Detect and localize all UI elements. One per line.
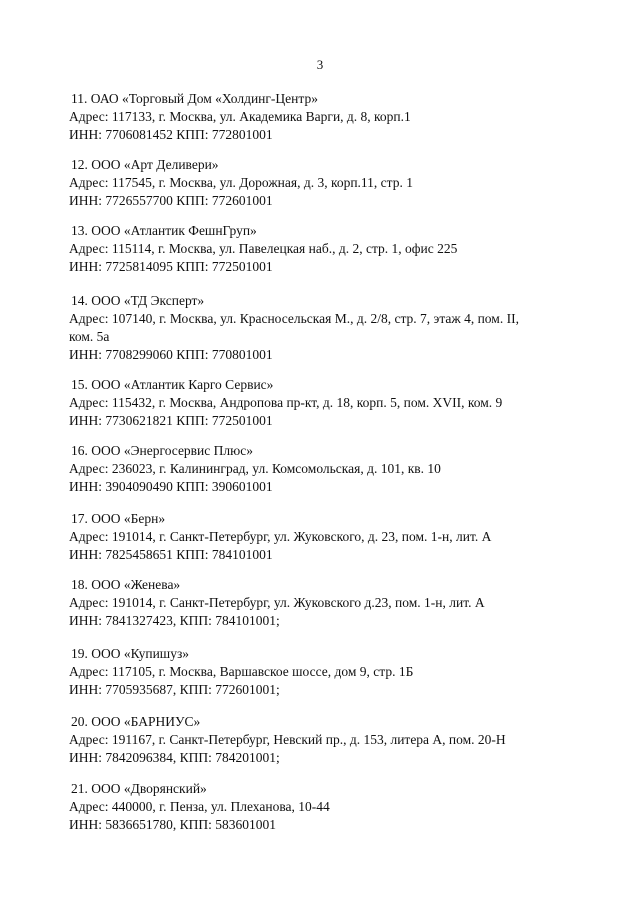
- company-heading: 19. ООО «Купишуз»: [71, 646, 190, 661]
- company-entry-13: [69, 222, 589, 276]
- company-entry-15: [69, 376, 589, 430]
- company-tax-ids: ИНН: 7841327423, КПП: 784101001;: [69, 613, 280, 628]
- company-tax-ids: ИНН: 7730621821 КПП: 772501001: [69, 413, 273, 428]
- company-heading: 14. ООО «ТД Эксперт»: [71, 293, 205, 308]
- company-tax-ids: ИНН: 7708299060 КПП: 770801001: [69, 347, 273, 362]
- company-heading: 20. ООО «БАРНИУС»: [71, 714, 201, 729]
- company-entry-18: [69, 576, 589, 630]
- company-entry-17: [69, 510, 589, 564]
- company-entry-16: [69, 442, 589, 496]
- company-entry-20: [69, 713, 589, 767]
- company-address: Адрес: 236023, г. Калининград, ул. Комсомольская, д. 101, кв. 10: [69, 461, 441, 476]
- company-heading: 13. ООО «Атлантик ФешнГруп»: [71, 223, 257, 238]
- company-heading: 11. ОАО «Торговый Дом «Холдинг-Центр»: [71, 91, 318, 106]
- company-heading: 15. ООО «Атлантик Карго Сервис»: [71, 377, 274, 392]
- company-entry-14: [69, 292, 589, 364]
- company-entry-12: [69, 156, 589, 210]
- company-tax-ids: ИНН: 7725814095 КПП: 772501001: [69, 259, 273, 274]
- company-heading: 16. ООО «Энергосервис Плюс»: [71, 443, 253, 458]
- company-heading: 12. ООО «Арт Деливери»: [71, 157, 219, 172]
- company-address: Адрес: 191014, г. Санкт-Петербург, ул. Жуковского, д. 23, пом. 1-н, лит. А: [69, 529, 492, 544]
- company-entry-11: [69, 90, 589, 144]
- company-entry-21: [69, 780, 589, 834]
- company-address: Адрес: 117105, г. Москва, Варшавское шоссе, дом 9, стр. 1Б: [69, 664, 414, 679]
- company-address-continued: ком. 5а: [69, 329, 110, 344]
- company-heading: 17. ООО «Берн»: [71, 511, 166, 526]
- company-address: Адрес: 191014, г. Санкт-Петербург, ул. Жуковского д.23, пом. 1-н, лит. А: [69, 595, 485, 610]
- company-heading: 18. ООО «Женева»: [71, 577, 181, 592]
- company-tax-ids: ИНН: 7825458651 КПП: 784101001: [69, 547, 273, 562]
- page-number: 3: [316, 57, 324, 72]
- company-address: Адрес: 117545, г. Москва, ул. Дорожная, д. 3, корп.11, стр. 1: [69, 175, 413, 190]
- company-address: Адрес: 440000, г. Пенза, ул. Плеханова, 10-44: [69, 799, 330, 814]
- company-tax-ids: ИНН: 7705935687, КПП: 772601001;: [69, 682, 280, 697]
- company-tax-ids: ИНН: 3904090490 КПП: 390601001: [69, 479, 273, 494]
- company-heading: 21. ООО «Дворянский»: [71, 781, 207, 796]
- company-address: Адрес: 107140, г. Москва, ул. Красносельская М., д. 2/8, стр. 7, этаж 4, пом. II,: [69, 311, 519, 326]
- company-address: Адрес: 115114, г. Москва, ул. Павелецкая наб., д. 2, стр. 1, офис 225: [69, 241, 458, 256]
- company-tax-ids: ИНН: 5836651780, КПП: 583601001: [69, 817, 277, 832]
- company-address: Адрес: 115432, г. Москва, Андропова пр-кт, д. 18, корп. 5, пом. XVII, ком. 9: [69, 395, 503, 410]
- company-address: Адрес: 191167, г. Санкт-Петербург, Невский пр., д. 153, литера А, пом. 20-Н: [69, 732, 506, 747]
- company-tax-ids: ИНН: 7726557700 КПП: 772601001: [69, 193, 273, 208]
- company-tax-ids: ИНН: 7706081452 КПП: 772801001: [69, 127, 273, 142]
- company-tax-ids: ИНН: 7842096384, КПП: 784201001;: [69, 750, 280, 765]
- company-entry-19: [69, 645, 589, 699]
- company-address: Адрес: 117133, г. Москва, ул. Академика Варги, д. 8, корп.1: [69, 109, 411, 124]
